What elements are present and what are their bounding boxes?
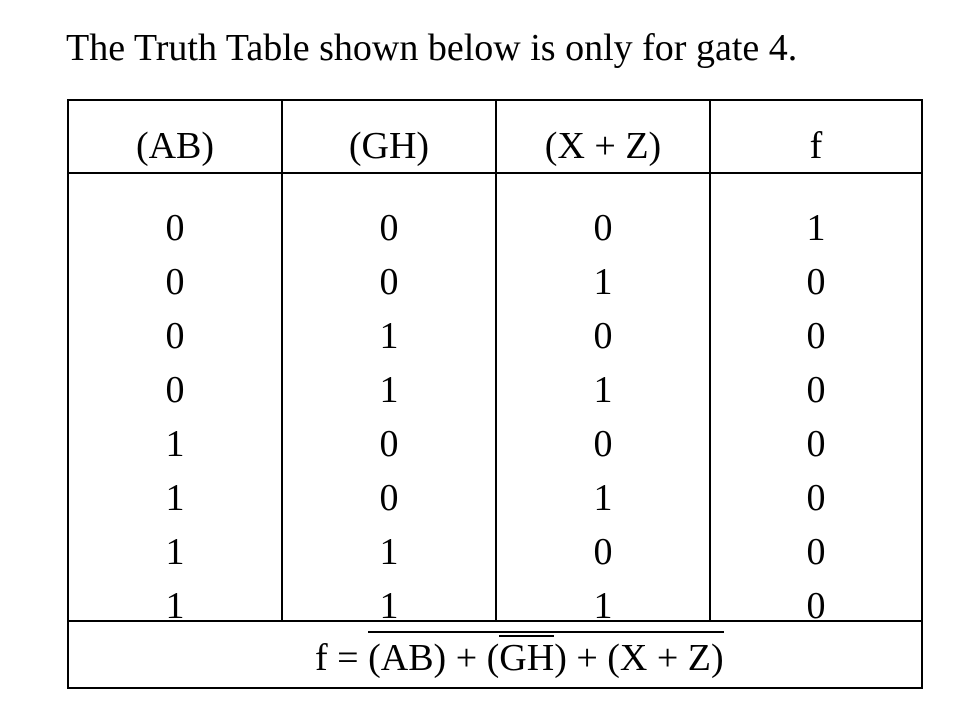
table-cell: 0 <box>165 261 185 303</box>
table-cell: 0 <box>593 315 613 357</box>
formula-lhs: f = <box>315 637 369 679</box>
table-cell: 1 <box>165 531 185 573</box>
formula-row <box>69 620 921 687</box>
table-cell: 0 <box>165 315 185 357</box>
table-cell: 0 <box>806 315 826 357</box>
table-cell: 1 <box>593 261 613 303</box>
table-cell: 0 <box>379 477 399 519</box>
boolean-formula <box>315 636 724 680</box>
table-cell: 1 <box>165 585 185 627</box>
table-cell: 0 <box>806 369 826 411</box>
table-cell: 0 <box>379 261 399 303</box>
table-cell: 1 <box>593 585 613 627</box>
header-f: f <box>809 125 823 167</box>
column-f <box>711 201 921 633</box>
table-cell: 0 <box>379 207 399 249</box>
table-cell: 1 <box>806 207 826 249</box>
table-cell: 1 <box>379 315 399 357</box>
formula-plus: + <box>446 637 487 679</box>
table-cell: 0 <box>806 531 826 573</box>
formula-term-ab: (AB) <box>368 637 447 679</box>
column-ab <box>69 201 281 633</box>
column-x-plus-z <box>497 201 709 633</box>
table-cell: 0 <box>593 423 613 465</box>
table-cell: 0 <box>165 207 185 249</box>
table-cell: 0 <box>806 585 826 627</box>
table-cell: 1 <box>379 585 399 627</box>
table-cell: 1 <box>379 369 399 411</box>
table-cell: 1 <box>165 477 185 519</box>
table-cell: 0 <box>806 477 826 519</box>
formula-term-gh-close: ) <box>554 637 567 679</box>
table-cell: 1 <box>379 531 399 573</box>
header-gh: (GH) <box>348 125 430 167</box>
formula-term-gh-inverted: GH <box>499 637 555 679</box>
table-cell: 1 <box>593 369 613 411</box>
formula-overlined-expression <box>368 631 724 679</box>
table-cell: 0 <box>593 207 613 249</box>
table-cell: 0 <box>165 369 185 411</box>
table-cell: 1 <box>165 423 185 465</box>
table-cell: 0 <box>806 261 826 303</box>
header-ab: (AB) <box>135 125 215 167</box>
header-x-plus-z: (X + Z) <box>544 125 662 167</box>
table-cell: 0 <box>379 423 399 465</box>
table-cell: 0 <box>593 531 613 573</box>
caption: The Truth Table shown below is only for gate 4. <box>66 27 798 69</box>
formula-plus: + <box>566 637 608 679</box>
truth-table <box>67 99 923 689</box>
table-cell: 1 <box>593 477 613 519</box>
table-cell: 0 <box>806 423 826 465</box>
column-gh <box>283 201 495 633</box>
formula-term-gh-open: ( <box>486 637 500 679</box>
formula-term-x-plus-z: (X + Z) <box>607 637 724 679</box>
